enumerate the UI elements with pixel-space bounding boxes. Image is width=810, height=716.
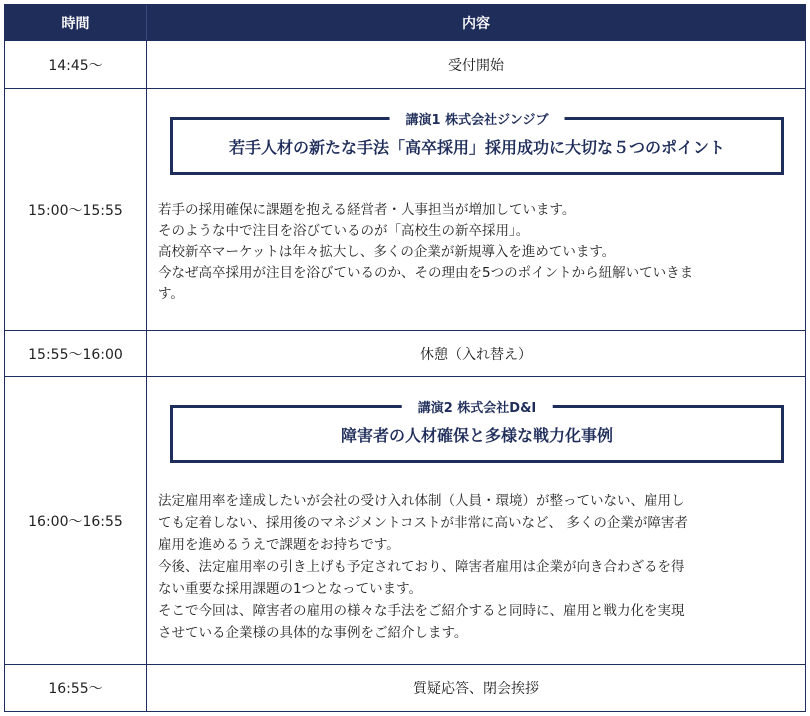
header-content: 内容: [462, 15, 490, 32]
talk-label: 講演1 株式会社ジンジブ: [390, 109, 565, 128]
row-content: 質疑応答、閉会挨拶: [413, 681, 539, 697]
description-line: ない重要な採用課題の1つとなっています。: [158, 581, 423, 597]
talk-description: [158, 490, 797, 644]
row-time: 15:55〜16:00: [5, 331, 147, 376]
row-time: 16:00〜16:55: [5, 377, 147, 664]
description-line: そのような中で注目を浴びているのが「高校生の新卒採用」。: [158, 223, 530, 239]
row-time: 14:45〜: [5, 41, 147, 88]
description-line: 今後、法定雇用率の引き上げも予定されており、障害者雇用は企業が向き合わざるを得: [158, 559, 685, 575]
schedule-table: [4, 4, 806, 712]
description-line: 今なぜ高卒採用が注目を浴びているのか、その理由を5つのポイントから紐解いていきま: [158, 265, 694, 281]
table-row: [5, 377, 805, 665]
talk-title-box: [170, 401, 784, 463]
table-header: [5, 5, 805, 41]
table-row: [5, 41, 805, 89]
talk-cell: [147, 377, 805, 664]
row-content: 受付開始: [448, 57, 504, 74]
header-time: 時間: [5, 5, 147, 40]
table-row: [5, 89, 805, 331]
description-line: させている企業様の具体的な事例をご紹介します。: [158, 625, 468, 641]
description-line: ても定着しない、採用後のマネジメントコストが非常に高いなど、 多くの企業が障害者: [158, 515, 688, 531]
description-line: そこで今回は、障害者の雇用の様々な手法をご紹介すると同時に、雇用と戦力化を実現: [158, 603, 685, 619]
talk-cell: [147, 89, 805, 330]
table-row: [5, 331, 805, 377]
description-line: 高校新卒マーケットは年々拡大し、多くの企業が新規導入を進めています。: [158, 244, 616, 260]
talk-title: 若手人材の新たな手法「高卒採用」採用成功に大切な５つのポイント: [228, 138, 725, 157]
description-line: 法定雇用率を達成したいが会社の受け入れ体制（人員・環境）が整っていない、雇用し: [158, 493, 685, 509]
talk-title: 障害者の人材確保と多様な戦力化事例: [340, 426, 613, 445]
row-content: 休憩（入れ替え）: [420, 346, 532, 363]
row-time: 15:00〜15:55: [5, 89, 147, 330]
talk-description: [158, 200, 797, 305]
talk-label: 講演2 株式会社D&I: [402, 397, 553, 416]
talk-title-box: [170, 113, 784, 175]
description-line: す。: [158, 286, 184, 302]
row-time: 16:55〜: [5, 665, 147, 711]
description-line: 雇用を進めるうえで課題をお持ちです。: [158, 537, 400, 553]
table-row: [5, 665, 805, 711]
description-line: 若手の採用確保に課題を抱える経営者・人事担当が増加しています。: [158, 202, 576, 218]
